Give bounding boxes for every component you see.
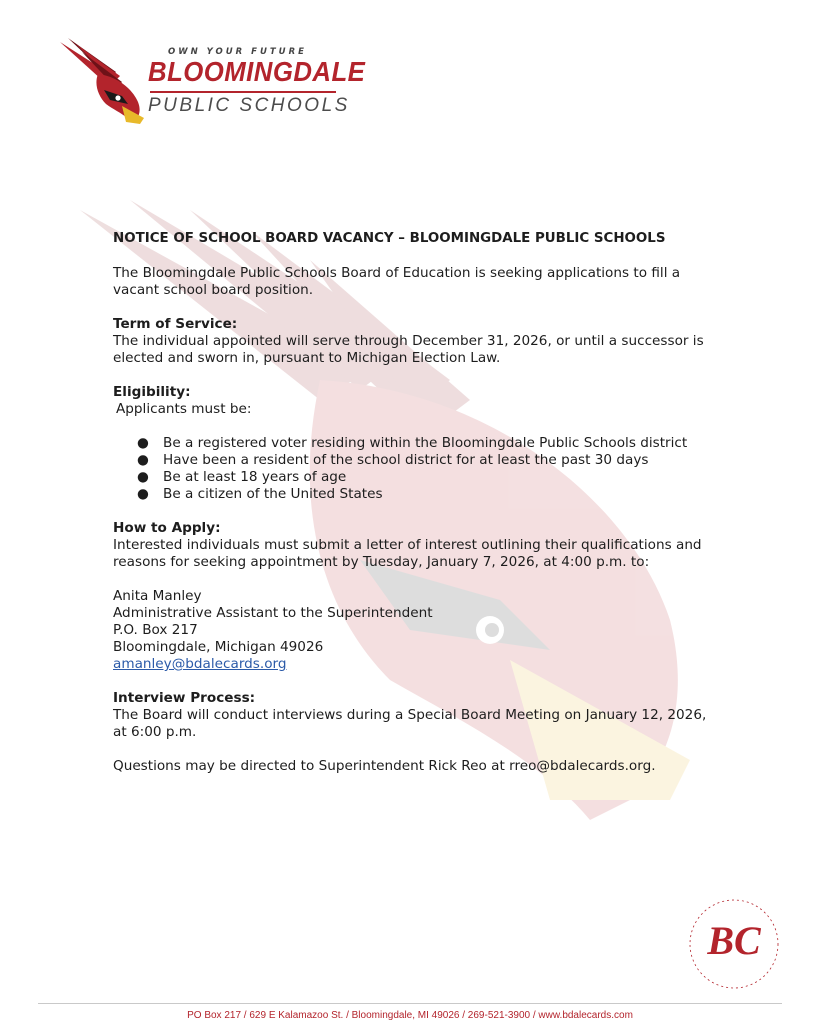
- interview-section: [113, 690, 723, 741]
- list-item: [113, 435, 723, 452]
- eligibility-list: [113, 435, 723, 503]
- logo-tagline: OWN YOUR FUTURE: [168, 47, 307, 57]
- list-item-text: Be at least 18 years of age: [163, 469, 347, 485]
- bullet-icon: ●: [137, 486, 149, 502]
- contact-name: Anita Manley: [113, 588, 202, 604]
- bullet-icon: ●: [137, 435, 149, 451]
- logo-divider: [150, 91, 336, 93]
- interview-heading: Interview Process:: [113, 690, 256, 706]
- questions-text: Questions may be directed to Superintendent Rick Reo at rreo@bdalecards.org.: [113, 758, 656, 774]
- eligibility-section: [113, 384, 723, 503]
- footer-address: PO Box 217 / 629 E Kalamazoo St. / Bloomingdale, MI 49026 / 269-521-3900 / www.bdalecards.com: [187, 1010, 633, 1021]
- district-logo: [58, 38, 366, 128]
- apply-text: Interested individuals must submit a letter of interest outlining their qualifications and reasons for seeking appointment by Tuesday, January 7, 2026, at 4:00 p.m. to:: [113, 537, 702, 570]
- contact-address: [113, 588, 723, 673]
- address-line-1: P.O. Box 217: [113, 622, 198, 638]
- bullet-icon: ●: [137, 469, 149, 485]
- list-item: [113, 469, 723, 486]
- cardinals-seal-logo: [686, 896, 782, 992]
- contact-email-link[interactable]: amanley@bdalecards.org: [113, 656, 287, 672]
- list-item-text: Be a registered voter residing within the Bloomingdale Public Schools district: [163, 435, 688, 451]
- bullet-icon: ●: [137, 452, 149, 468]
- term-text: The individual appointed will serve through December 31, 2026, or until a successor is elected and sworn in, pursuant to Michigan Election Law.: [113, 333, 704, 366]
- list-item-text: Be a citizen of the United States: [163, 486, 383, 502]
- eligibility-lead: Applicants must be:: [116, 401, 252, 417]
- term-heading: Term of Service:: [113, 316, 238, 332]
- apply-section: [113, 520, 723, 571]
- apply-heading: How to Apply:: [113, 520, 221, 536]
- logo-subtitle: PUBLIC SCHOOLS: [148, 95, 350, 116]
- list-item: [113, 486, 723, 503]
- list-item: [113, 452, 723, 469]
- list-item-text: Have been a resident of the school district for at least the past 30 days: [163, 452, 649, 468]
- eligibility-heading: Eligibility:: [113, 384, 191, 400]
- seal-monogram: BC: [707, 918, 761, 963]
- notice-title: NOTICE OF SCHOOL BOARD VACANCY – BLOOMINGDALE PUBLIC SCHOOLS: [113, 231, 666, 246]
- footer-divider: [38, 1003, 782, 1004]
- notice-body: [113, 230, 723, 775]
- term-section: [113, 316, 723, 367]
- address-line-2: Bloomingdale, Michigan 49026: [113, 639, 324, 655]
- notice-intro: The Bloomingdale Public Schools Board of Education is seeking applications to fill a vacant school board position.: [113, 265, 681, 298]
- cardinal-logo-icon: [58, 38, 148, 126]
- interview-text: The Board will conduct interviews during a Special Board Meeting on January 12, 2026, at 6:00 p.m.: [113, 707, 707, 740]
- logo-district-name: BLOOMINGDALE: [148, 56, 366, 87]
- contact-title: Administrative Assistant to the Superintendent: [113, 605, 433, 621]
